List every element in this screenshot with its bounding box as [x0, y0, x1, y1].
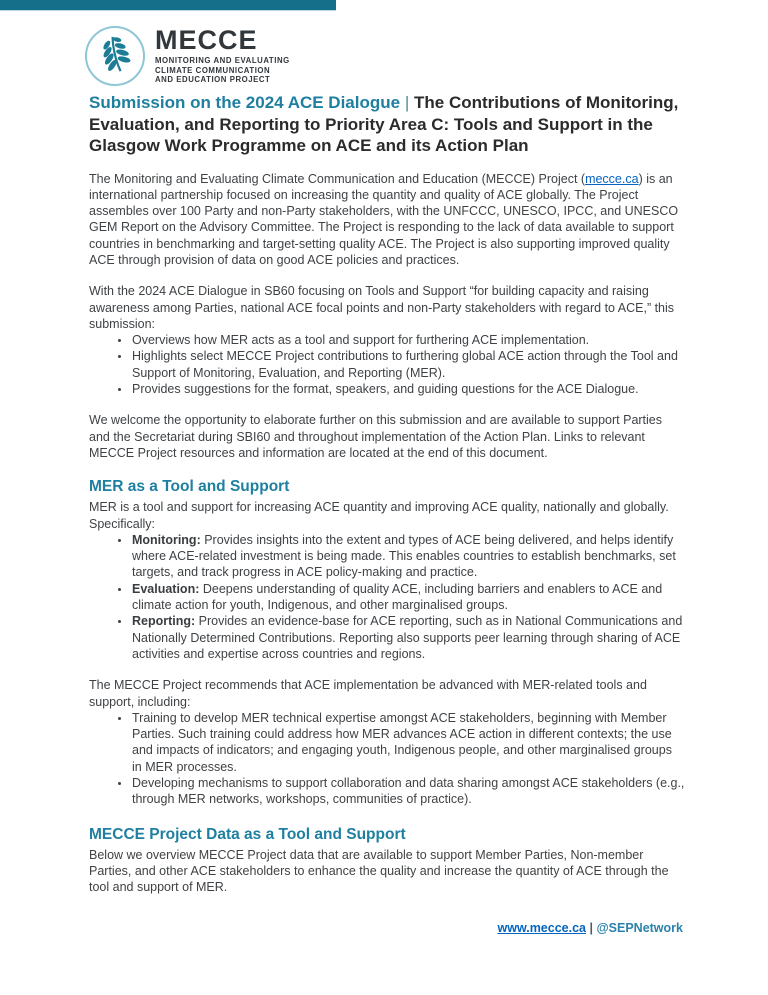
intro-paragraph-1: The Monitoring and Evaluating Climate Communication and Education (MECCE) Project (mecce.ca) is an international partnership focused on increasing the quantity and quality of ACE globally. The Project assembles over 100 Party and non-Party stakeholders, with the UNFCCC, UNESCO, IPCC, and UNESCO GEM Report on the Advisory Committee. The Project is responding to the lack of data available to support countries in benchmarking and target-setting quality ACE. The Project is also supporting improved quality ACE through provision of data on good ACE policies and practices.: [89, 171, 679, 267]
data-intro-paragraph: Below we overview MECCE Project data that are available to support Member Parties, Non-member Parties, and other ACE stakeholders to enhance the quality and increase the quantity of ACE through the tool and support of MER.: [89, 847, 669, 895]
list-item: • Training to develop MER technical expertise amongst ACE stakeholders, beginning with Member Parties. Such training could address how MER advances ACE action in different contexts; the use and impacts of indicators; and engaging youth, Indigenous people, and other marginalised groups in MER processes.: [131, 710, 685, 775]
bullet-lead: Monitoring:: [132, 532, 201, 547]
title-separator: |: [404, 93, 410, 112]
submission-bullet-list: [89, 332, 685, 397]
list-item: • Developing mechanisms to support collaboration and data sharing amongst ACE stakeholders (e.g., through MER networks, workshops, communities of practice).: [131, 775, 685, 808]
section-heading-mer: MER as a Tool and Support: [89, 478, 290, 496]
list-item: • Monitoring: Provides insights into the extent and types of ACE being delivered, and helps identify where ACE-related investment is being made. This enables countries to establish benchmarks, set targets, and track progress in ACE policy-making and practice.: [131, 532, 685, 581]
intro-paragraph-2: With the 2024 ACE Dialogue in SB60 focusing on Tools and Support “for building capacity and raising awareness among Parties, national ACE focal points and non-Party stakeholders with regard to ACE,” this submission:: [89, 284, 675, 331]
mer-bullet-list: [89, 532, 685, 662]
list-item: • Provides suggestions for the format, speakers, and guiding questions for the ACE Dialogue.: [131, 381, 685, 397]
footer-website-link[interactable]: www.mecce.ca: [497, 921, 586, 935]
logo-subtitle: MONITORING AND EVALUATING CLIMATE COMMUNICATION AND EDUCATION PROJECT: [155, 56, 290, 85]
recommendations-bullet-list: [89, 710, 685, 808]
footer-separator: |: [589, 921, 593, 935]
logo: [85, 26, 290, 86]
title-highlight: Submission on the 2024 ACE Dialogue: [89, 93, 401, 112]
page-footer: [498, 921, 683, 935]
section-heading-data: MECCE Project Data as a Tool and Support: [89, 825, 406, 843]
list-item: • Evaluation: Deepens understanding of quality ACE, including barriers and enablers to ACE and climate action for youth, Indigenous, and other marginalised groups.: [131, 581, 685, 614]
fern-leaf-icon: [93, 32, 137, 81]
document-body: [89, 92, 685, 895]
intro-paragraph-3: We welcome the opportunity to elaborate further on this submission and are available to support Parties and the Secretariat during SBI60 and throughout implementation of the Action Plan. Links to relevant MECCE Project resources and information are located at the end of this document.: [89, 413, 663, 460]
logo-wordmark: [155, 27, 290, 85]
bullet-lead: Evaluation:: [132, 581, 200, 596]
list-item: • Highlights select MECCE Project contributions to furthering global ACE action through the Tool and Support of Monitoring, Evaluation, and Reporting (MER).: [131, 348, 685, 381]
bullet-lead: Reporting:: [132, 614, 196, 629]
recommendations-paragraph: The MECCE Project recommends that ACE implementation be advanced with MER-related tools and support, including:: [89, 678, 647, 709]
footer-social-handle[interactable]: @SEPNetwork: [596, 921, 683, 935]
list-item: • Overviews how MER acts as a tool and support for furthering ACE implementation.: [131, 332, 685, 348]
logo-circle: [85, 26, 145, 86]
title-rest: The Contributions of Monitoring, Evaluation, and Reporting to Priority Area C: Tools and Support in the Glasgow Work Programme on ACE and its Action Plan: [89, 93, 679, 155]
mer-intro-paragraph: MER is a tool and support for increasing ACE quantity and improving ACE quality, nationally and globally. Specifically:: [89, 500, 669, 531]
document-title: [89, 92, 685, 157]
top-accent-bar: [0, 0, 336, 11]
list-item: • Reporting: Provides an evidence-base for ACE reporting, such as in National Communications and Nationally Determined Contributions. Reporting also supports peer learning through sharing of ACE activities and expertise across countries and regions.: [131, 613, 685, 662]
logo-acronym: MECCE: [155, 25, 258, 56]
mecce-ca-link[interactable]: mecce.ca: [585, 171, 639, 186]
